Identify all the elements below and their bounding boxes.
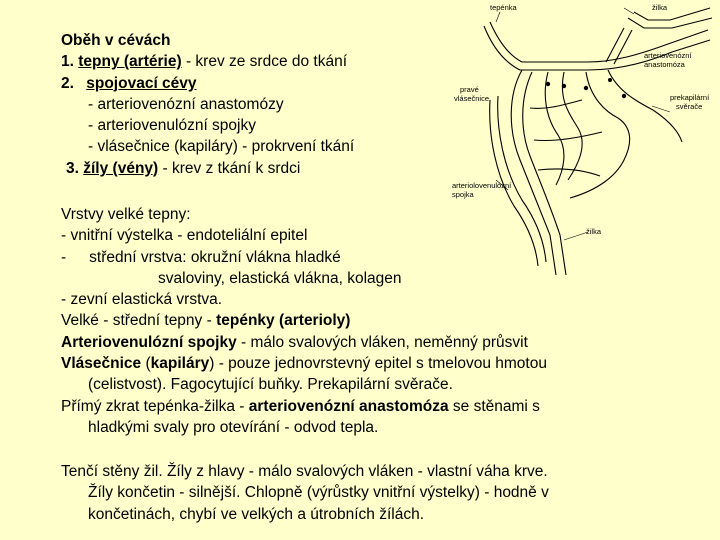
shunt-cont: hladkými svaly pro otevírání - odvod tepla. — [88, 418, 379, 436]
label-venule-top: žilka — [652, 3, 668, 12]
veins-line-3: končetinách, chybí ve velkých a útrobních žílách. — [88, 505, 425, 523]
item1-desc: - krev ze srdce do tkání — [185, 53, 348, 71]
item1-number: 1. — [61, 53, 74, 71]
sub-item-av-anastomoses: - arteriovenózní anastomózy — [88, 95, 284, 113]
label-true-capillaries-1: pravé — [460, 85, 479, 94]
layer-inner: - vnitřní výstelka - endoteliální epitel — [61, 227, 308, 245]
item3-number: 3. — [66, 159, 79, 177]
veins-line-2: Žíly končetin - silnější. Chlopně (výrůstky vnitřní výstelky) - hodně v — [88, 484, 549, 502]
layer-middle-text: střední vrstva: okružní vlákna hladké — [89, 248, 341, 266]
list-item-connecting — [61, 73, 354, 94]
label-true-capillaries-2: vlásečnice — [454, 94, 490, 103]
label-anastomosis-2: anastomóza — [644, 60, 685, 69]
arterioles-term: tepénky (arterioly) — [216, 312, 351, 330]
label-precapillary-1: prekapilární — [670, 93, 710, 102]
label-anastomosis-1: arteriovenózní — [644, 51, 692, 60]
capillaries-cont: (celistvost). Fagocytující buňky. Prekapilární svěrače. — [88, 376, 453, 394]
label-precapillary-2: svěrače — [676, 102, 703, 111]
arterioles-prefix: Velké - střední tepny - — [61, 312, 217, 330]
microcirculation-diagram — [438, 0, 720, 275]
layer-middle-cont: svaloviny, elastická vlákna, kolagen — [158, 269, 402, 287]
capillaries-term: Vlásečnice — [61, 355, 142, 373]
layer-middle-dash: - — [61, 248, 67, 266]
layers-title: Vrstvy velké tepny: — [61, 206, 191, 223]
veins-paragraph — [61, 461, 549, 525]
list-item-arteries — [61, 51, 354, 72]
label-venule-bottom: žilka — [586, 227, 602, 236]
sub-item-av-junctions: - arteriovenulózní spojky — [88, 117, 256, 135]
microcirculation-drawing — [438, 0, 720, 275]
vessels-arterioles — [61, 310, 547, 331]
capillaries-alt-term: kapiláry — [150, 355, 210, 373]
vessels-capillaries — [61, 353, 547, 374]
list-item-veins — [61, 158, 354, 179]
sub-item-capillaries: - vlásečnice (kapiláry) - prokrvení tkání — [88, 138, 355, 156]
veins-line-1: Tenčí stěny žil. Žíly z hlavy - málo svalových vláken - vlastní váha krve. — [61, 463, 548, 480]
vessels-av-junctions — [61, 332, 547, 353]
circulation-overview — [61, 30, 354, 179]
shunt-suffix: se stěnami s — [448, 397, 540, 415]
label-junction-1: arteriolovenulózní — [452, 181, 512, 190]
heading: Oběh v cévách — [61, 32, 171, 49]
item3-desc: - krev z tkání k srdci — [162, 159, 301, 177]
layer-outer: - zevní elastická vrstva. — [61, 291, 223, 309]
av-junctions-desc: - málo svalových vláken, neměnný průsvit — [236, 333, 528, 351]
item2-number: 2. — [61, 74, 74, 92]
shunt-term: arteriovenózní anastomóza — [248, 397, 449, 415]
shunt-prefix: Přímý zkrat tepénka-žilka - — [61, 397, 249, 415]
label-junction-2: spojka — [452, 190, 474, 199]
label-arteriole: tepénka — [490, 3, 517, 12]
item3-term: žíly (vény) — [83, 159, 159, 177]
vessels-shunt — [61, 396, 547, 417]
av-junctions-term: Arteriovenulózní spojky — [61, 333, 237, 351]
item2-term: spojovací cévy — [86, 74, 197, 92]
capillaries-desc: ) - pouze jednovrstevný epitel s tmelovou hmotou — [209, 355, 547, 373]
capillaries-paren-open: ( — [141, 355, 151, 373]
item1-term: tepny (artérie) — [78, 53, 182, 71]
